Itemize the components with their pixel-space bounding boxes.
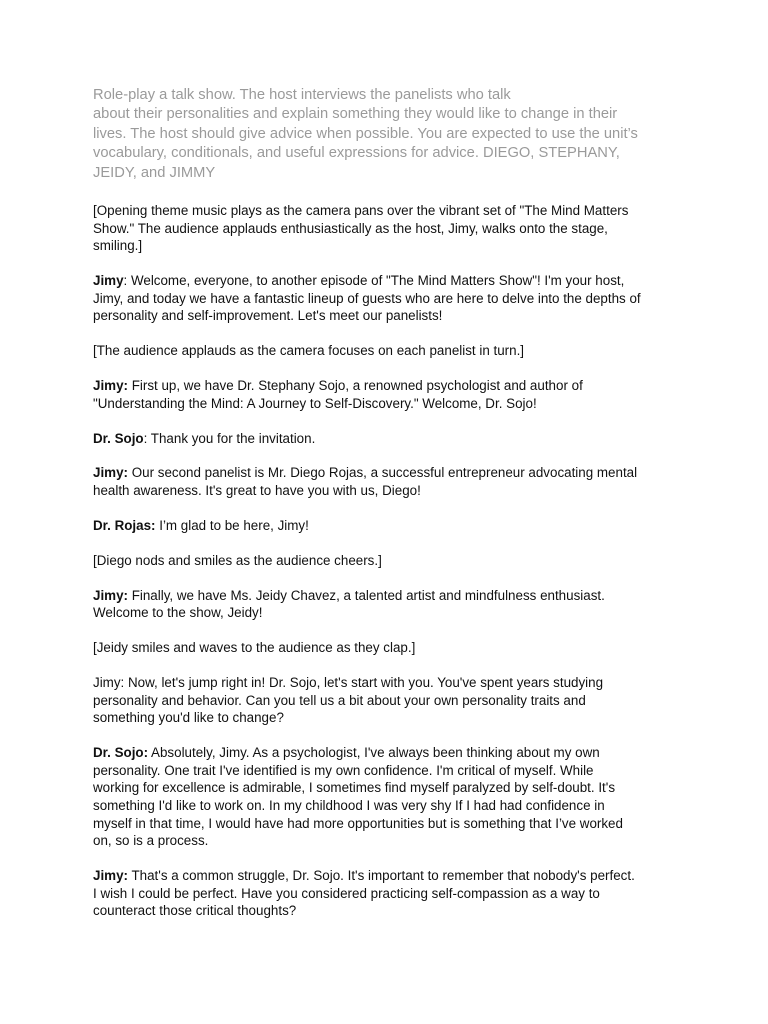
dialogue-text: First up, we have Dr. Stephany Sojo, a renowned psychologist and author of	[127, 378, 583, 394]
text-line	[93, 464, 683, 482]
dialogue-text: I’m glad to be here, Jimy!	[155, 517, 309, 533]
text-line: Show." The audience applauds enthusiastically as the host, Jimy, walks onto the stage,	[93, 220, 608, 236]
text-line: smiling.]	[93, 238, 143, 254]
speaker-name: Jimy:	[93, 378, 128, 394]
text-line	[93, 744, 683, 762]
speaker-name: Dr. Sojo:	[93, 745, 149, 761]
dialogue-paragraph	[93, 517, 683, 535]
speaker-name: Jimy:	[93, 465, 128, 481]
dialogue-paragraph	[93, 430, 683, 448]
text-line: [Opening theme music plays as the camera pans over the vibrant set of "The Mind Matters	[93, 203, 629, 219]
text-line: I wish I could be perfect. Have you considered practicing self-compassion as a way to	[93, 885, 600, 901]
text-line: personality and self-improvement. Let's meet our panelists!	[93, 308, 443, 324]
text-line: Jimy, and today we have a fantastic lineup of guests who are here to delve into the depths of	[93, 290, 641, 306]
dialogue-text: That's a common struggle, Dr. Sojo. It's important to remember that nobody's perfect.	[127, 868, 635, 884]
dialogue-paragraph	[93, 587, 683, 622]
dialogue-paragraph	[93, 272, 683, 325]
text-line	[93, 517, 683, 535]
text-line: "Understanding the Mind: A Journey to Self-Discovery." Welcome, Dr. Sojo!	[93, 395, 537, 411]
stage-direction	[93, 552, 683, 570]
stage-direction	[93, 342, 683, 360]
assignment-instructions	[93, 86, 683, 183]
text-line: [The audience applauds as the camera focuses on each panelist in turn.]	[93, 343, 525, 359]
speaker-name: Jimy:	[93, 587, 128, 603]
dialogue-text: : Thank you for the invitation.	[143, 430, 316, 446]
speaker-name: Jimy:	[93, 868, 128, 884]
text-line: personality and behavior. Can you tell us a bit about your own personality traits and	[93, 692, 586, 708]
text-line	[93, 867, 683, 885]
text-line: something you'd like to change?	[93, 710, 284, 726]
document-body	[93, 86, 683, 937]
dialogue-text: : Welcome, everyone, to another episode of "The Mind Matters Show"! I'm your host,	[123, 273, 625, 289]
dialogue-paragraph	[93, 674, 683, 727]
text-line: working for excellence is admirable, I sometimes find myself paralyzed by self-doubt. It's	[93, 780, 616, 796]
text-line: personality. One trait I've identified is my own confidence. I'm critical of myself. While	[93, 762, 594, 778]
speaker-name: Dr. Sojo	[93, 430, 144, 446]
text-line	[93, 272, 683, 290]
dialogue-text: Finally, we have Ms. Jeidy Chavez, a talented artist and mindfulness enthusiast.	[127, 587, 605, 603]
dialogue-paragraph	[93, 464, 683, 499]
stage-direction	[93, 639, 683, 657]
instruction-line: JEIDY, and JIMMY	[93, 164, 216, 181]
text-line: Welcome to the show, Jeidy!	[93, 605, 263, 621]
dialogue-text: Our second panelist is Mr. Diego Rojas, a successful entrepreneur advocating mental	[127, 465, 638, 481]
text-line: health awareness. It's great to have you with us, Diego!	[93, 483, 421, 499]
text-line	[93, 377, 683, 395]
text-line: [Diego nods and smiles as the audience cheers.]	[93, 552, 382, 568]
dialogue-paragraph	[93, 744, 683, 850]
instruction-line: Role-play a talk show. The host interviews the panelists who talk	[93, 87, 511, 103]
instruction-line: about their personalities and explain something they would like to change in their	[93, 106, 618, 123]
dialogue-text: Absolutely, Jimy. As a psychologist, I've always been thinking about my own	[148, 745, 600, 761]
text-line: [Jeidy smiles and waves to the audience as they clap.]	[93, 640, 416, 656]
text-line: Jimy: Now, let's jump right in! Dr. Sojo, let's start with you. You've spent years studying	[93, 675, 604, 691]
text-line: myself in that time, I would have had more opportunities but is something that I’ve worked	[93, 815, 623, 831]
speaker-name: Jimy	[93, 273, 124, 289]
stage-direction	[93, 202, 683, 255]
text-line: on, so is a process.	[93, 833, 209, 849]
text-line: something I'd like to work on. In my childhood I was very shy If I had had confidence in	[93, 797, 605, 813]
instruction-line: vocabulary, conditionals, and useful expressions for advice. DIEGO, STEPHANY,	[93, 145, 620, 162]
text-line	[93, 587, 683, 605]
dialogue-paragraph	[93, 377, 683, 412]
text-line	[93, 430, 683, 448]
instruction-line: lives. The host should give advice when possible. You are expected to use the unit’s	[93, 125, 638, 142]
text-line: counteract those critical thoughts?	[93, 903, 297, 919]
dialogue-paragraph	[93, 867, 683, 920]
speaker-name: Dr. Rojas:	[93, 517, 156, 533]
